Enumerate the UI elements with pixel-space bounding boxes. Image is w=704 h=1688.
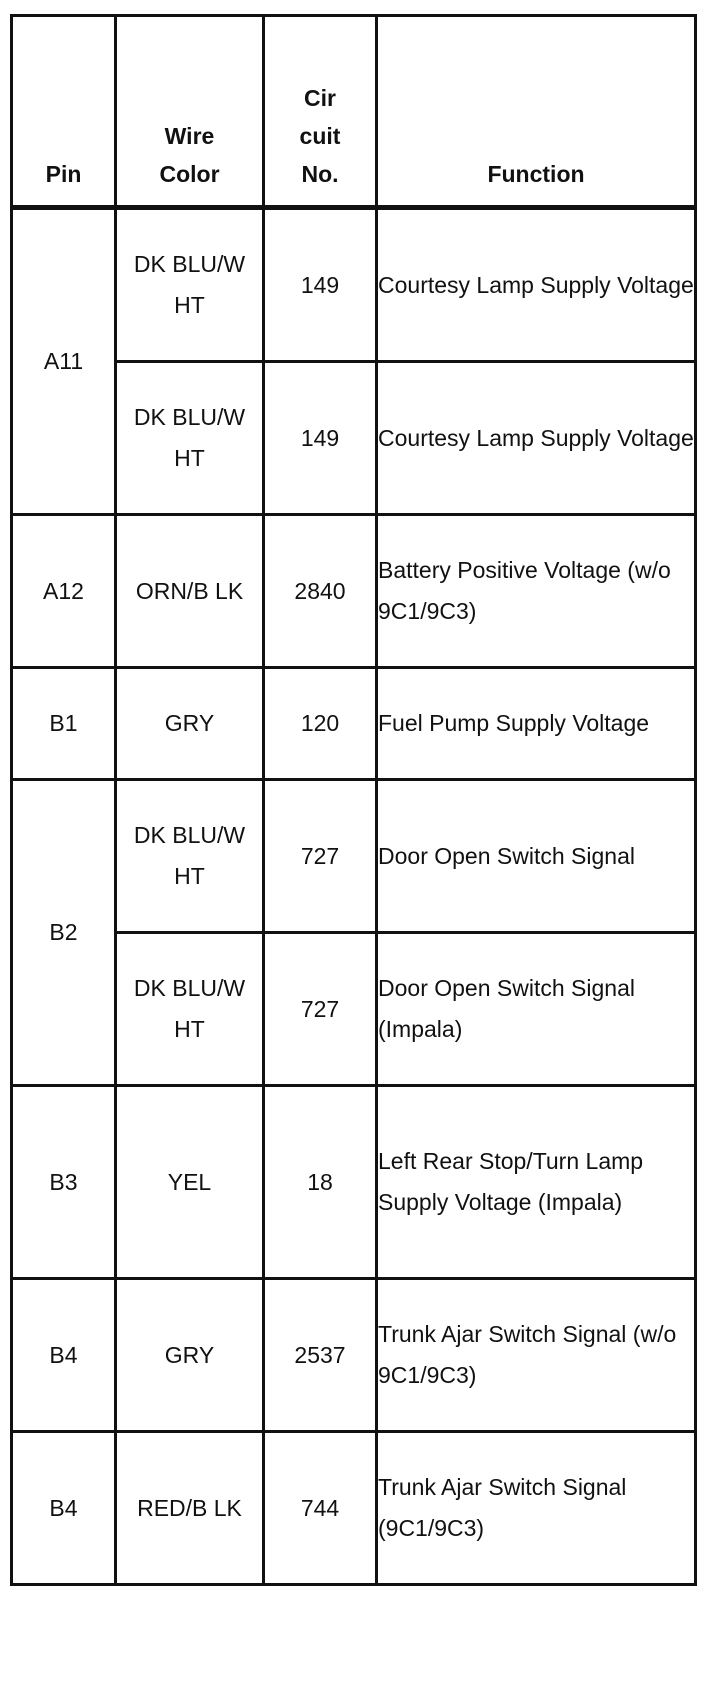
function-cell: Door Open Switch Signal (Impala) xyxy=(377,933,696,1086)
table-row xyxy=(12,780,696,933)
wire-color-cell: GRY xyxy=(116,1279,264,1432)
wire-color-cell: RED/B LK xyxy=(116,1432,264,1585)
circuit-number-cell: 744 xyxy=(264,1432,377,1585)
connector-pinout-table-container xyxy=(10,14,694,1586)
pin-cell: B4 xyxy=(12,1432,116,1585)
table-row xyxy=(12,1279,696,1432)
circuit-number-cell: 2537 xyxy=(264,1279,377,1432)
table-row xyxy=(12,668,696,780)
pin-cell: B2 xyxy=(12,780,116,1086)
wire-color-cell: DK BLU/W HT xyxy=(116,780,264,933)
function-cell: Door Open Switch Signal xyxy=(377,780,696,933)
wire-color-cell: DK BLU/W HT xyxy=(116,362,264,515)
header-circuit-no: Cir cuit No. xyxy=(264,16,377,208)
table-row xyxy=(12,515,696,668)
pin-cell: B4 xyxy=(12,1279,116,1432)
header-pin: Pin xyxy=(12,16,116,208)
pin-cell: A11 xyxy=(12,208,116,515)
header-row xyxy=(12,16,696,208)
pin-cell: B1 xyxy=(12,668,116,780)
wire-color-cell: DK BLU/W HT xyxy=(116,208,264,362)
function-cell: Fuel Pump Supply Voltage xyxy=(377,668,696,780)
function-cell: Trunk Ajar Switch Signal (w/o 9C1/9C3) xyxy=(377,1279,696,1432)
function-cell: Courtesy Lamp Supply Voltage xyxy=(377,362,696,515)
circuit-number-cell: 727 xyxy=(264,933,377,1086)
function-cell: Battery Positive Voltage (w/o 9C1/9C3) xyxy=(377,515,696,668)
header-function: Function xyxy=(377,16,696,208)
pin-cell: A12 xyxy=(12,515,116,668)
pin-cell: B3 xyxy=(12,1086,116,1279)
function-cell: Left Rear Stop/Turn Lamp Supply Voltage (Impala) xyxy=(377,1086,696,1279)
table-row xyxy=(12,208,696,362)
circuit-number-cell: 727 xyxy=(264,780,377,933)
circuit-number-cell: 149 xyxy=(264,362,377,515)
circuit-number-cell: 149 xyxy=(264,208,377,362)
wire-color-cell: YEL xyxy=(116,1086,264,1279)
function-cell: Courtesy Lamp Supply Voltage xyxy=(377,208,696,362)
table-row xyxy=(12,1086,696,1279)
wire-color-cell: ORN/B LK xyxy=(116,515,264,668)
circuit-number-cell: 18 xyxy=(264,1086,377,1279)
circuit-number-cell: 2840 xyxy=(264,515,377,668)
function-cell: Trunk Ajar Switch Signal (9C1/9C3) xyxy=(377,1432,696,1585)
header-wire-color: Wire Color xyxy=(116,16,264,208)
connector-pinout-table xyxy=(10,14,697,1586)
circuit-number-cell: 120 xyxy=(264,668,377,780)
wire-color-cell: GRY xyxy=(116,668,264,780)
wire-color-cell: DK BLU/W HT xyxy=(116,933,264,1086)
table-row xyxy=(12,1432,696,1585)
